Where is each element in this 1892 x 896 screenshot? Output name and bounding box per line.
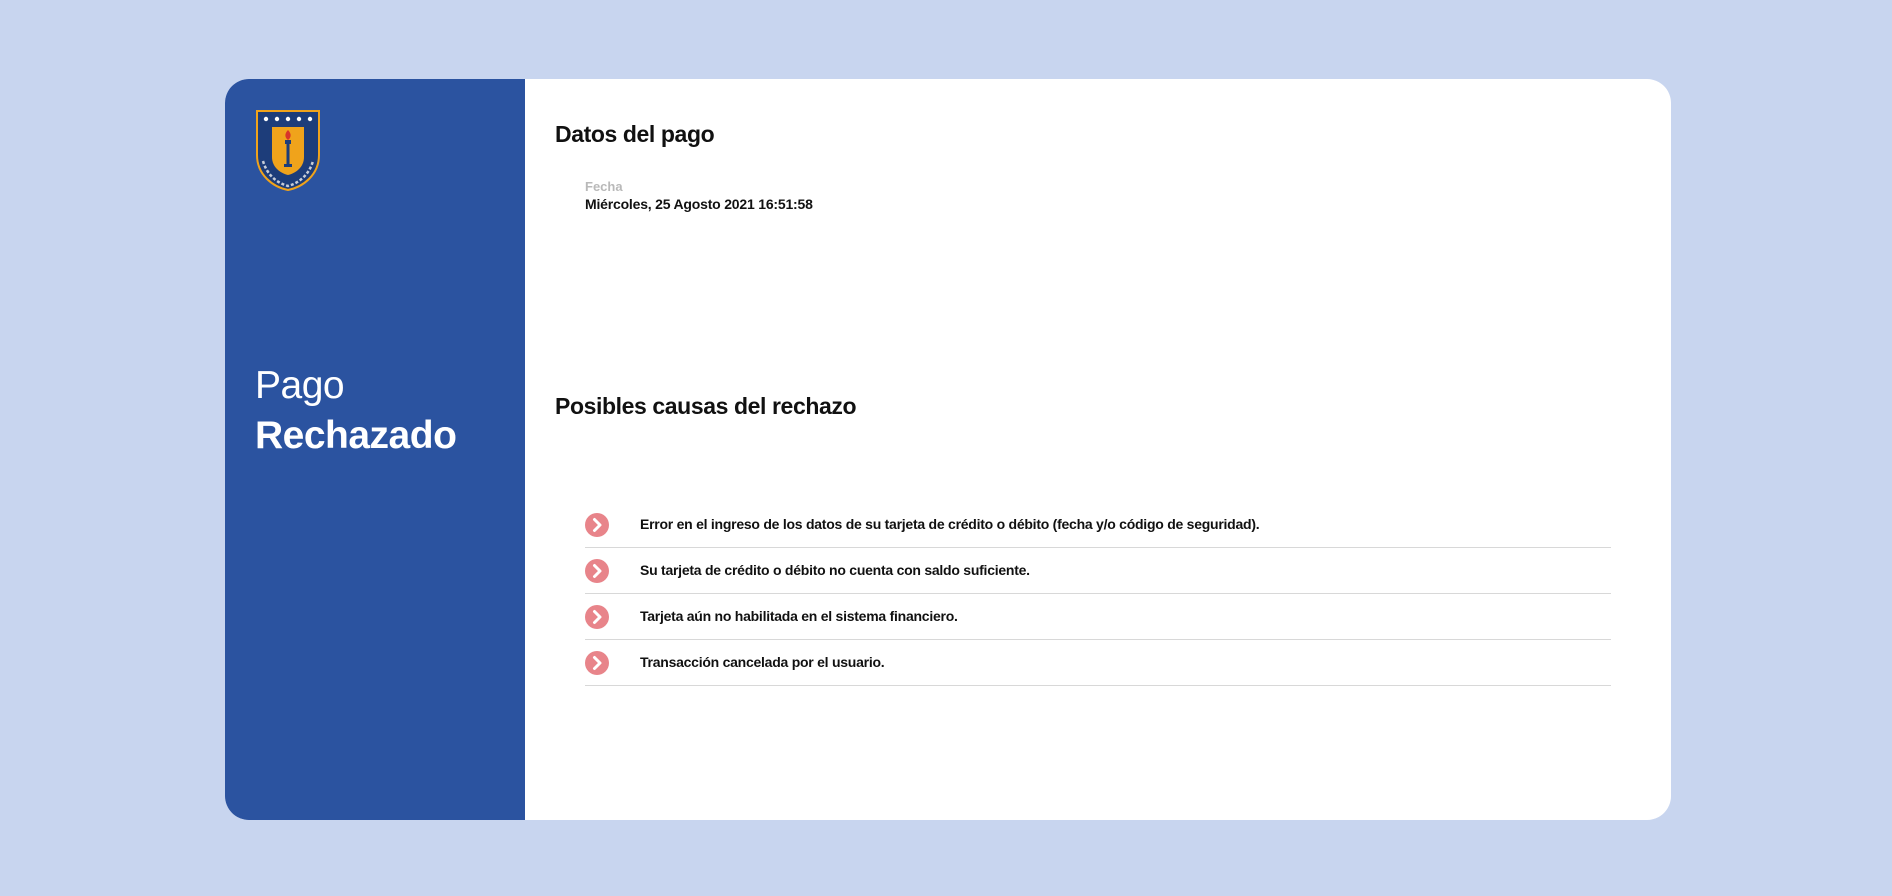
- list-item: [585, 548, 1611, 594]
- status-line-rechazado: Rechazado: [255, 414, 457, 457]
- chevron-right-circle-icon: [585, 559, 609, 583]
- chevron-right-circle-icon: [585, 605, 609, 629]
- list-item: [585, 640, 1611, 686]
- cause-text: Tarjeta aún no habilitada en el sistema financiero.: [640, 608, 958, 624]
- rejection-causes-list: [585, 516, 1611, 686]
- list-item: [585, 594, 1611, 640]
- payment-status-heading: [255, 361, 456, 461]
- cause-text: Su tarjeta de crédito o débito no cuenta con saldo suficiente.: [640, 562, 1030, 578]
- university-crest-icon: [255, 109, 321, 191]
- payment-details-title: Datos del pago: [555, 121, 715, 147]
- status-sidebar: [225, 79, 525, 820]
- cause-text: Error en el ingreso de los datos de su tarjeta de crédito o débito (fecha y/o código de seguridad).: [640, 516, 1260, 532]
- payment-result-card: [225, 79, 1671, 820]
- chevron-right-circle-icon: [585, 513, 609, 537]
- status-line-pago: Pago: [255, 364, 345, 407]
- chevron-right-circle-icon: [585, 651, 609, 675]
- date-value: Miércoles, 25 Agosto 2021 16:51:58: [585, 196, 813, 212]
- list-item: [585, 502, 1611, 548]
- details-panel: [525, 79, 1671, 820]
- cause-text: Transacción cancelada por el usuario.: [640, 654, 885, 670]
- rejection-causes-title: Posibles causas del rechazo: [555, 393, 857, 419]
- date-label: Fecha: [585, 179, 623, 194]
- date-field: [585, 179, 813, 213]
